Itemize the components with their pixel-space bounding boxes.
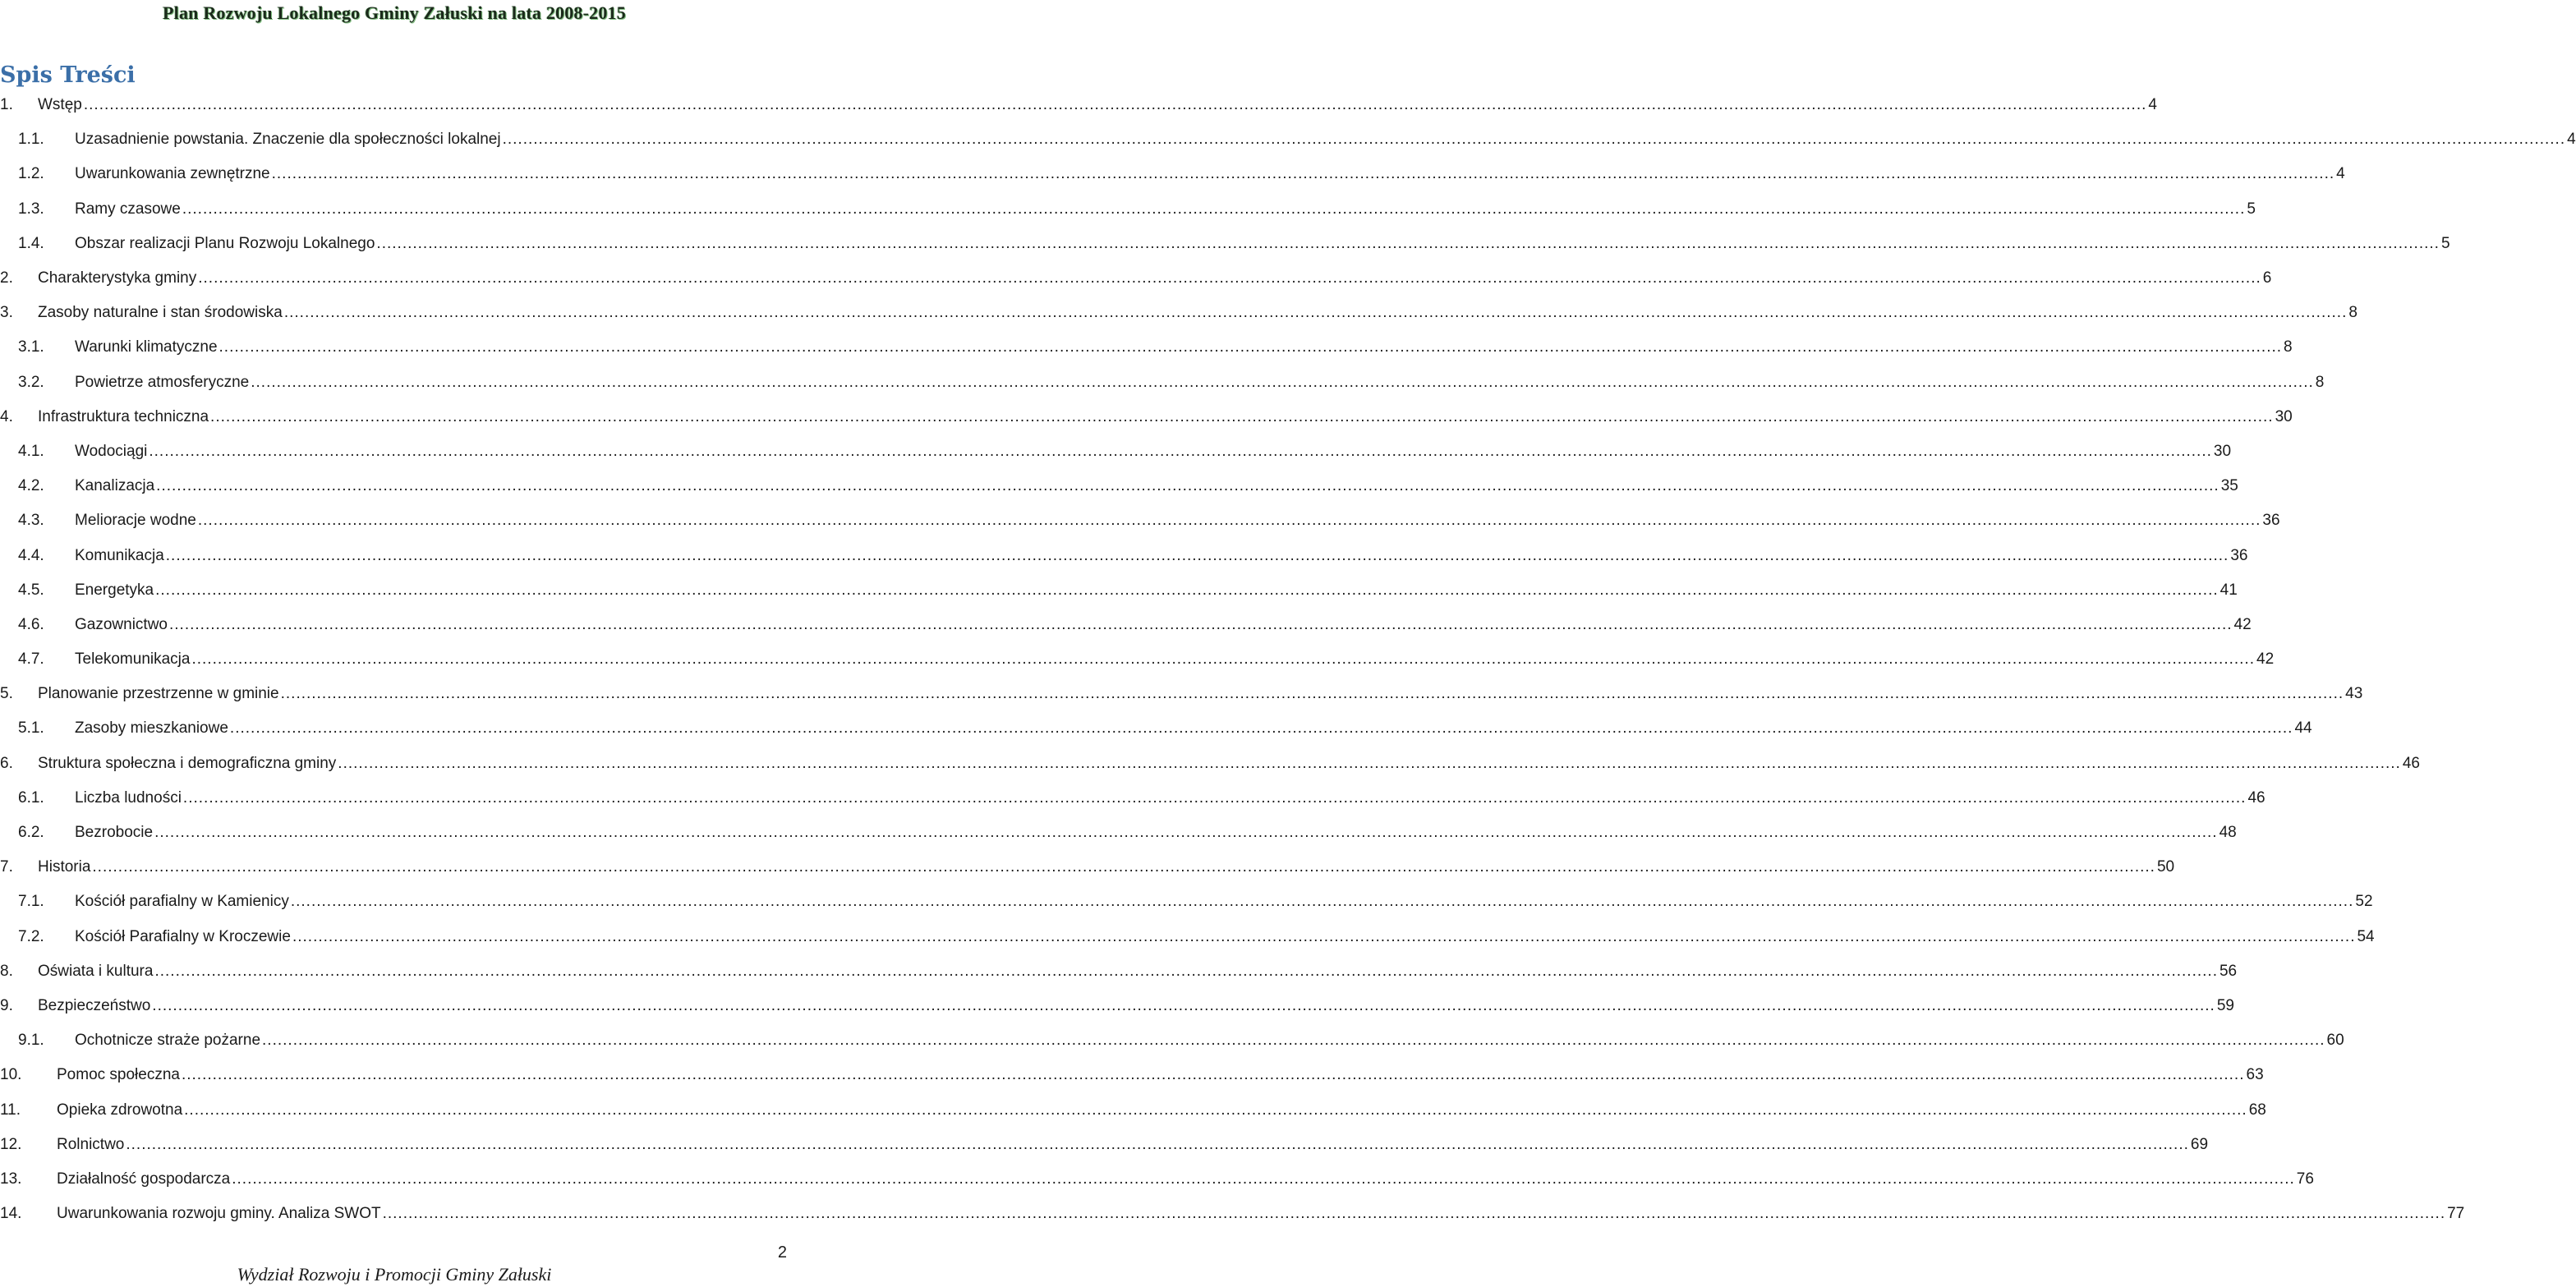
toc-entry-line	[57, 1093, 2266, 1128]
toc-entry-line	[75, 122, 2576, 157]
toc-entry[interactable]	[0, 1092, 2266, 1127]
toc-entry-number: 4.1.	[18, 442, 44, 460]
toc-entry-line	[38, 954, 2238, 989]
toc-dot-leader: ................................................................................................................................................................................................................................................................................................................................................................................................................	[126, 1135, 2189, 1153]
toc-entry-number: 3.2.	[18, 373, 44, 391]
toc-entry-title[interactable]: Komunikacja	[75, 546, 164, 564]
toc-entry-line	[75, 503, 2280, 538]
toc-entry-page[interactable]: 68	[2248, 1101, 2266, 1119]
toc-entry-line	[57, 1162, 2314, 1197]
toc-entry-title[interactable]: Planowanie przestrzenne w gminie	[38, 685, 279, 703]
toc-entry-title[interactable]: Ochotnicze straże pożarne	[75, 1032, 261, 1050]
toc-dot-leader: ................................................................................................................................................................................................................................................................................................................................................................................................................	[83, 96, 2147, 114]
toc-heading: Spis Treści	[0, 62, 136, 88]
toc-entry-number: 6.	[0, 754, 13, 772]
toc-entry-title[interactable]: Zasoby mieszkaniowe	[75, 719, 228, 738]
toc-entry-title[interactable]: Zasoby naturalne i stan środowiska	[38, 304, 283, 322]
toc-dot-leader: ................................................................................................................................................................................................................................................................................................................................................................................................................	[502, 131, 2566, 149]
toc-entry[interactable]	[0, 954, 2238, 989]
toc-entry-page[interactable]: 4	[2567, 131, 2576, 149]
toc-entry-number: 1.3.	[18, 200, 44, 218]
toc-entry[interactable]	[0, 989, 2234, 1023]
toc-dot-leader: ................................................................................................................................................................................................................................................................................................................................................................................................................	[338, 754, 2401, 772]
page-number: 2	[777, 1243, 787, 1262]
toc-entry-title[interactable]: Gazownictwo	[75, 615, 168, 633]
toc-entry[interactable]	[0, 261, 2272, 296]
toc-entry-line	[38, 850, 2175, 885]
toc-entry-line	[75, 227, 2450, 261]
toc-dot-leader: ................................................................................................................................................................................................................................................................................................................................................................................................................	[155, 581, 2219, 599]
toc-entry[interactable]	[0, 434, 2232, 469]
toc-entry[interactable]	[0, 365, 2325, 400]
toc-entry-number: 5.1.	[18, 719, 44, 738]
toc-entry[interactable]	[0, 781, 2266, 816]
toc-entry-title[interactable]: Działalność gospodarcza	[57, 1170, 231, 1188]
toc-entry-number: 6.1.	[18, 788, 44, 807]
toc-entry-page[interactable]: 46	[2402, 754, 2420, 772]
toc-entry-number: 3.	[0, 304, 13, 322]
toc-entry[interactable]	[0, 885, 2373, 919]
toc-entry[interactable]	[0, 816, 2237, 850]
toc-entry[interactable]	[0, 88, 2157, 122]
toc-entry[interactable]	[0, 573, 2238, 608]
toc-entry[interactable]	[0, 1197, 2465, 1231]
toc-entry-number: 7.	[0, 858, 13, 876]
toc-entry-line	[75, 781, 2266, 816]
toc-dot-leader: ................................................................................................................................................................................................................................................................................................................................................................................................................	[191, 650, 2255, 669]
toc-entry-line	[57, 1128, 2209, 1162]
toc-entry-line	[38, 677, 2363, 711]
toc-entry-number: 4.2.	[18, 477, 44, 495]
toc-entry[interactable]	[0, 677, 2363, 711]
toc-entry-line	[38, 747, 2420, 781]
toc-entry-title[interactable]: Powietrze atmosferyczne	[75, 373, 250, 391]
toc-entry-number: 5.	[0, 685, 13, 703]
toc-entry-title[interactable]: Charakterystyka gminy	[38, 269, 197, 287]
toc-dot-leader: ................................................................................................................................................................................................................................................................................................................................................................................................................	[197, 512, 2261, 530]
toc-dot-leader: ................................................................................................................................................................................................................................................................................................................................................................................................................	[283, 304, 2348, 322]
toc-dot-leader: ................................................................................................................................................................................................................................................................................................................................................................................................................	[169, 615, 2233, 633]
toc-entry-line	[57, 1058, 2264, 1092]
toc-entry[interactable]	[0, 1058, 2264, 1092]
toc-entry-title[interactable]: Kanalizacja	[75, 477, 155, 495]
toc-entry-page[interactable]: 30	[2275, 407, 2293, 425]
toc-dot-leader: ................................................................................................................................................................................................................................................................................................................................................................................................................	[154, 824, 2218, 842]
toc-entry[interactable]	[0, 1128, 2209, 1162]
toc-entry-page[interactable]: 5	[2247, 200, 2256, 218]
toc-entry-page[interactable]: 77	[2447, 1205, 2465, 1223]
toc-entry-number: 7.2.	[18, 927, 44, 945]
toc-dot-leader: ................................................................................................................................................................................................................................................................................................................................................................................................................	[156, 477, 2220, 495]
toc-entry[interactable]	[0, 469, 2238, 503]
toc-dot-leader: ................................................................................................................................................................................................................................................................................................................................................................................................................	[152, 996, 2215, 1014]
toc-entry-number: 4.6.	[18, 615, 44, 633]
toc-entry-title[interactable]: Melioracje wodne	[75, 512, 196, 530]
toc-entry-number: 1.2.	[18, 165, 44, 183]
toc-entry[interactable]	[0, 850, 2175, 885]
toc-entry[interactable]	[0, 227, 2450, 261]
toc-entry-number: 10.	[0, 1066, 22, 1084]
toc-entry-line	[75, 920, 2375, 954]
toc-entry-page[interactable]: 60	[2326, 1032, 2344, 1050]
toc-entry-title[interactable]: Telekomunikacja	[75, 650, 191, 669]
toc-entry-number: 4.	[0, 407, 13, 425]
toc-entry-line	[38, 400, 2293, 434]
toc-dot-leader: ................................................................................................................................................................................................................................................................................................................................................................................................................	[271, 165, 2335, 183]
toc-entry[interactable]	[0, 538, 2248, 572]
toc-dot-leader: ................................................................................................................................................................................................................................................................................................................................................................................................................	[280, 685, 2344, 703]
toc-entry-line	[38, 296, 2358, 330]
page-header-title: Plan Rozwoju Lokalnego Gminy Załuski na lata 2008-2015	[163, 2, 626, 23]
toc-entry[interactable]	[0, 642, 2275, 677]
toc-dot-leader: ................................................................................................................................................................................................................................................................................................................................................................................................................	[262, 1032, 2325, 1050]
toc-entry-page[interactable]: 6	[2262, 269, 2272, 287]
toc-entry-page[interactable]: 30	[2213, 442, 2232, 460]
toc-entry-title[interactable]: Infrastruktura techniczna	[38, 407, 209, 425]
toc-entry-number: 1.1.	[18, 131, 44, 149]
toc-entry-title[interactable]: Liczba ludności	[75, 788, 182, 807]
toc-entry-title[interactable]: Rolnictwo	[57, 1135, 125, 1153]
page-footer: Wydział Rozwoju i Promocji Gminy Załuski	[237, 1264, 552, 1285]
toc-entry-page[interactable]: 59	[2216, 996, 2234, 1014]
toc-entry-line	[75, 711, 2312, 746]
toc-dot-leader: ................................................................................................................................................................................................................................................................................................................................................................................................................	[181, 1066, 2245, 1084]
toc-entry-page[interactable]: 4	[2336, 165, 2345, 183]
toc-entry-line	[38, 261, 2272, 296]
toc-entry[interactable]	[0, 920, 2375, 954]
toc-entry[interactable]	[0, 122, 2576, 157]
toc-entry-number: 2.	[0, 269, 13, 287]
toc-entry-page[interactable]: 8	[2348, 304, 2358, 322]
toc-entry-line	[75, 469, 2238, 503]
toc-entry-title[interactable]: Wstęp	[38, 96, 82, 114]
toc-entry[interactable]	[0, 330, 2293, 365]
toc-entry[interactable]	[0, 400, 2293, 434]
toc-entry-title[interactable]: Wodociągi	[75, 442, 148, 460]
toc-entry-page[interactable]: 69	[2190, 1135, 2209, 1153]
toc-entry-number: 1.	[0, 96, 13, 114]
toc-dot-leader: ................................................................................................................................................................................................................................................................................................................................................................................................................	[165, 546, 2229, 564]
toc-entry-line	[75, 608, 2252, 642]
toc-entry[interactable]	[0, 296, 2358, 330]
toc-entry-number: 9.	[0, 996, 13, 1014]
toc-entry-title[interactable]: Uzasadnienie powstania. Znaczenie dla społeczności lokalnej	[75, 131, 501, 149]
toc-entry-page[interactable]: 46	[2247, 788, 2266, 807]
toc-entry-title[interactable]: Oświata i kultura	[38, 962, 154, 980]
toc-entry[interactable]	[0, 711, 2312, 746]
toc-entry-page[interactable]: 36	[2262, 512, 2280, 530]
toc-entry[interactable]	[0, 1162, 2314, 1197]
toc-dot-leader: ................................................................................................................................................................................................................................................................................................................................................................................................................	[210, 407, 2274, 425]
toc-entry-page[interactable]: 5	[2440, 234, 2450, 252]
toc-entry[interactable]	[0, 157, 2345, 191]
toc-entry-page[interactable]: 43	[2345, 685, 2363, 703]
toc-entry-page[interactable]: 42	[2233, 615, 2252, 633]
toc-dot-leader: ................................................................................................................................................................................................................................................................................................................................................................................................................	[290, 893, 2354, 911]
toc-entry-title[interactable]: Kościół Parafialny w Kroczewie	[75, 927, 291, 945]
toc-entry-title[interactable]: Pomoc społeczna	[57, 1066, 180, 1084]
toc-dot-leader: ................................................................................................................................................................................................................................................................................................................................................................................................................	[184, 1101, 2247, 1119]
toc-entry-number: 9.1.	[18, 1032, 44, 1050]
toc-entry-number: 6.2.	[18, 824, 44, 842]
toc-entry-line	[75, 573, 2238, 608]
toc-entry-line	[57, 1197, 2465, 1231]
toc-entry-number: 3.1.	[18, 338, 44, 356]
toc-entry-page[interactable]: 41	[2220, 581, 2238, 599]
table-of-contents	[0, 88, 2576, 1231]
toc-entry-title[interactable]: Historia	[38, 858, 91, 876]
toc-dot-leader: ................................................................................................................................................................................................................................................................................................................................................................................................................	[182, 200, 2246, 218]
toc-entry[interactable]	[0, 1023, 2344, 1058]
toc-entry-title[interactable]: Bezrobocie	[75, 824, 154, 842]
toc-entry-number: 11.	[0, 1101, 21, 1119]
toc-entry-page[interactable]: 35	[2220, 477, 2238, 495]
toc-entry-line	[75, 330, 2293, 365]
toc-entry-number: 4.3.	[18, 512, 44, 530]
toc-entry-page[interactable]: 48	[2219, 824, 2237, 842]
toc-dot-leader: ................................................................................................................................................................................................................................................................................................................................................................................................................	[376, 234, 2440, 252]
toc-entry[interactable]	[0, 747, 2420, 781]
toc-entry-line	[75, 434, 2232, 469]
toc-entry-page[interactable]: 8	[2315, 373, 2325, 391]
toc-entry-page[interactable]: 76	[2296, 1170, 2314, 1188]
toc-entry[interactable]	[0, 503, 2280, 538]
toc-dot-leader: ................................................................................................................................................................................................................................................................................................................................................................................................................	[251, 373, 2314, 391]
toc-entry-number: 14.	[0, 1205, 22, 1223]
toc-entry-page[interactable]: 42	[2256, 650, 2275, 669]
toc-entry-page[interactable]: 4	[2148, 96, 2157, 114]
toc-entry-title[interactable]: Obszar realizacji Planu Rozwoju Lokalnego	[75, 234, 375, 252]
toc-dot-leader: ................................................................................................................................................................................................................................................................................................................................................................................................................	[218, 338, 2283, 356]
toc-entry-page[interactable]: 54	[2357, 927, 2375, 945]
toc-entry-line	[75, 192, 2256, 227]
toc-entry-line	[75, 885, 2373, 919]
toc-entry[interactable]	[0, 608, 2252, 642]
toc-entry-number: 4.7.	[18, 650, 44, 669]
toc-dot-leader: ................................................................................................................................................................................................................................................................................................................................................................................................................	[229, 719, 2293, 738]
toc-entry-number: 4.4.	[18, 546, 44, 564]
toc-dot-leader: ................................................................................................................................................................................................................................................................................................................................................................................................................	[382, 1205, 2446, 1223]
toc-entry-page[interactable]: 50	[2156, 858, 2175, 876]
toc-entry-page[interactable]: 52	[2355, 893, 2373, 911]
toc-entry-line	[75, 365, 2325, 400]
toc-dot-leader: ................................................................................................................................................................................................................................................................................................................................................................................................................	[292, 927, 2356, 945]
toc-entry-title[interactable]: Kościół parafialny w Kamienicy	[75, 893, 289, 911]
toc-dot-leader: ................................................................................................................................................................................................................................................................................................................................................................................................................	[232, 1170, 2295, 1188]
toc-entry-number: 4.5.	[18, 581, 44, 599]
toc-entry-page[interactable]: 8	[2284, 338, 2293, 356]
toc-entry-title[interactable]: Uwarunkowania rozwoju gminy. Analiza SWOT	[57, 1205, 381, 1223]
toc-entry-line	[38, 88, 2157, 122]
toc-entry-line	[38, 989, 2234, 1023]
toc-entry-title[interactable]: Opieka zdrowotna	[57, 1101, 183, 1119]
toc-entry-number: 12.	[0, 1135, 22, 1153]
toc-dot-leader: ................................................................................................................................................................................................................................................................................................................................................................................................................	[182, 788, 2247, 807]
toc-entry-line	[75, 642, 2275, 677]
toc-entry-page[interactable]: 56	[2219, 962, 2238, 980]
toc-entry-title[interactable]: Ramy czasowe	[75, 200, 181, 218]
toc-entry-number: 7.1.	[18, 893, 44, 911]
toc-entry-line	[75, 816, 2237, 850]
toc-entry-number: 8.	[0, 962, 13, 980]
toc-dot-leader: ................................................................................................................................................................................................................................................................................................................................................................................................................	[154, 962, 2218, 980]
toc-entry-page[interactable]: 44	[2294, 719, 2312, 738]
toc-entry-number: 1.4.	[18, 234, 44, 252]
toc-dot-leader: ................................................................................................................................................................................................................................................................................................................................................................................................................	[92, 858, 2155, 876]
toc-entry-line	[75, 157, 2345, 191]
toc-entry-line	[75, 1023, 2344, 1058]
toc-entry[interactable]	[0, 192, 2256, 227]
toc-entry-number: 13.	[0, 1170, 22, 1188]
toc-entry-title[interactable]: Energetyka	[75, 581, 154, 599]
toc-entry-line	[75, 539, 2248, 573]
toc-entry-page[interactable]: 36	[2230, 546, 2248, 564]
toc-entry-title[interactable]: Bezpieczeństwo	[38, 996, 151, 1014]
toc-entry-title[interactable]: Warunki klimatyczne	[75, 338, 218, 356]
toc-entry-page[interactable]: 63	[2246, 1066, 2264, 1084]
toc-dot-leader: ................................................................................................................................................................................................................................................................................................................................................................................................................	[149, 442, 2212, 460]
toc-entry-title[interactable]: Uwarunkowania zewnętrzne	[75, 165, 270, 183]
toc-dot-leader: ................................................................................................................................................................................................................................................................................................................................................................................................................	[198, 269, 2261, 287]
toc-entry-title[interactable]: Struktura społeczna i demograficzna gminy	[38, 754, 337, 772]
